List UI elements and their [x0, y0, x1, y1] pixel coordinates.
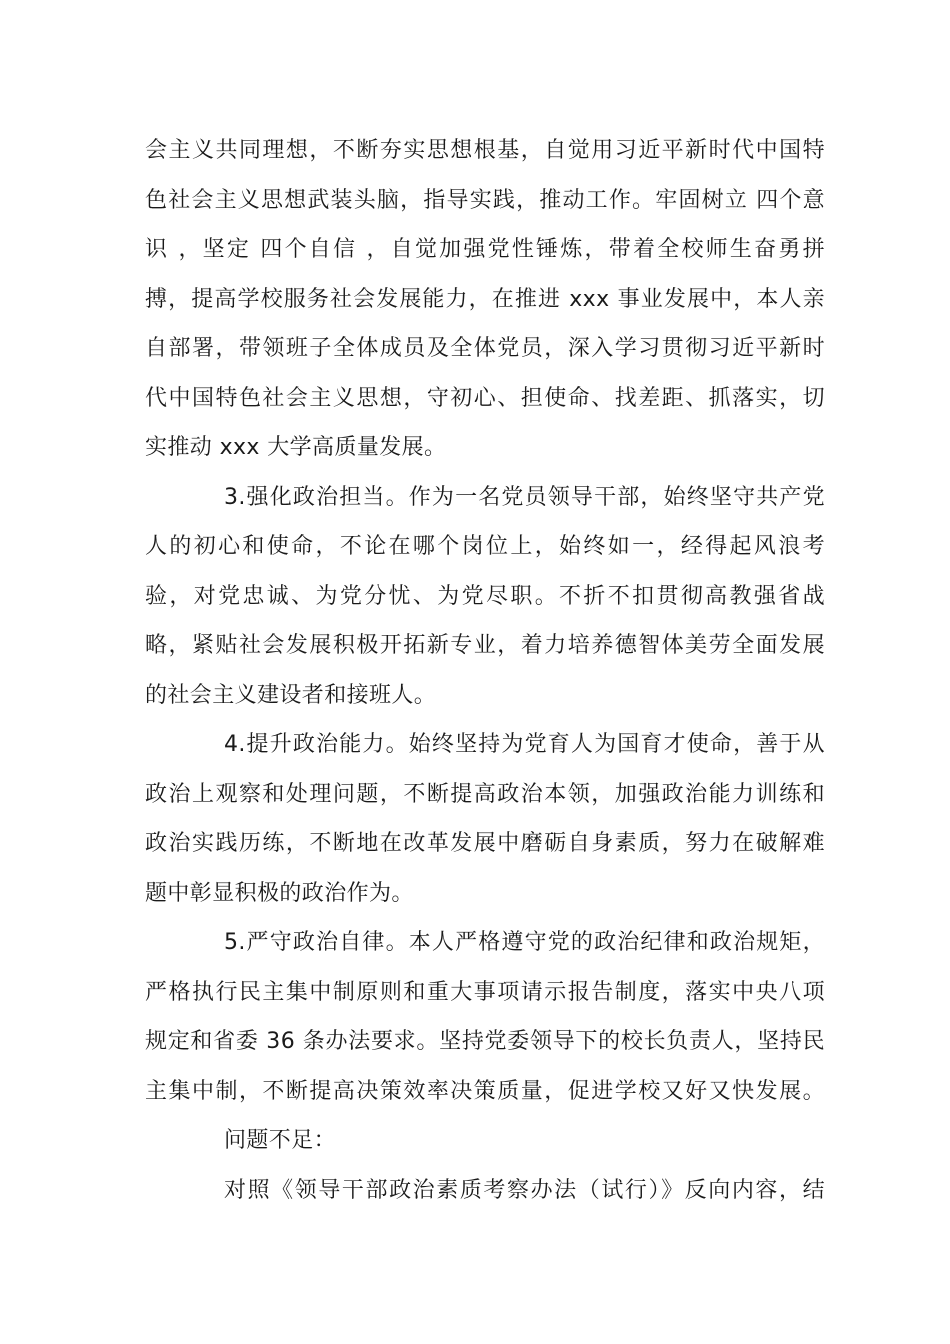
text-line: 题中彰显积极的政治作为。 [145, 881, 414, 906]
text-line: 政治上观察和处理问题，不断提高政治本领，加强政治能力训练和 [145, 782, 825, 807]
text-line: 严格执行民主集中制原则和重大事项请示报告制度，落实中央八项 [145, 980, 825, 1005]
text-line: 略，紧贴社会发展积极开拓新专业，着力培养德智体美劳全面发展 [145, 633, 825, 658]
text-line: 政治实践历练，不断地在改革发展中磨砺自身素质，努力在破解难 [145, 831, 825, 856]
text-line: 搏，提高学校服务社会发展能力，在推进 xxx 事业发展中，本人亲 [145, 287, 825, 312]
text-line: 对照《领导干部政治素质考察办法（试行）》反向内容，结 [224, 1178, 825, 1203]
text-line: 验，对党忠诚、为党分忧、为党尽职。不折不扣贯彻高教强省战 [145, 584, 825, 609]
text-line: 识 ，坚定 四个自信 ，自觉加强党性锤炼，带着全校师生奋勇拼 [145, 237, 825, 262]
text-line: 色社会主义思想武装头脑，指导实践，推动工作。牢固树立 四个意 [145, 188, 825, 213]
text-line: 主集中制，不断提高决策效率决策质量，促进学校又好又快发展。 [145, 1079, 825, 1104]
paragraph-heading-line: 4.提升政治能力。始终坚持为党育人为国育才使命，善于从 [224, 732, 825, 757]
paragraph-heading-line: 3.强化政治担当。作为一名党员领导干部，始终坚守共产党 [224, 485, 825, 510]
text-line: 自部署，带领班子全体成员及全体党员，深入学习贯彻习近平新时 [145, 336, 825, 361]
text-line: 人的初心和使命，不论在哪个岗位上，始终如一，经得起风浪考 [145, 534, 825, 559]
text-line: 会主义共同理想，不断夯实思想根基，自觉用习近平新时代中国特 [145, 138, 825, 163]
text-line: 代中国特色社会主义思想，守初心、担使命、找差距、抓落实，切 [145, 386, 825, 411]
text-line: 实推动 xxx 大学高质量发展。 [145, 435, 447, 460]
text-line: 规定和省委 36 条办法要求。坚持党委领导下的校长负责人，坚持民 [145, 1029, 825, 1054]
section-heading: 问题不足： [224, 1128, 337, 1153]
text-line: 的社会主义建设者和接班人。 [145, 683, 437, 708]
paragraph-heading-line: 5.严守政治自律。本人严格遵守党的政治纪律和政治规矩， [224, 930, 825, 955]
